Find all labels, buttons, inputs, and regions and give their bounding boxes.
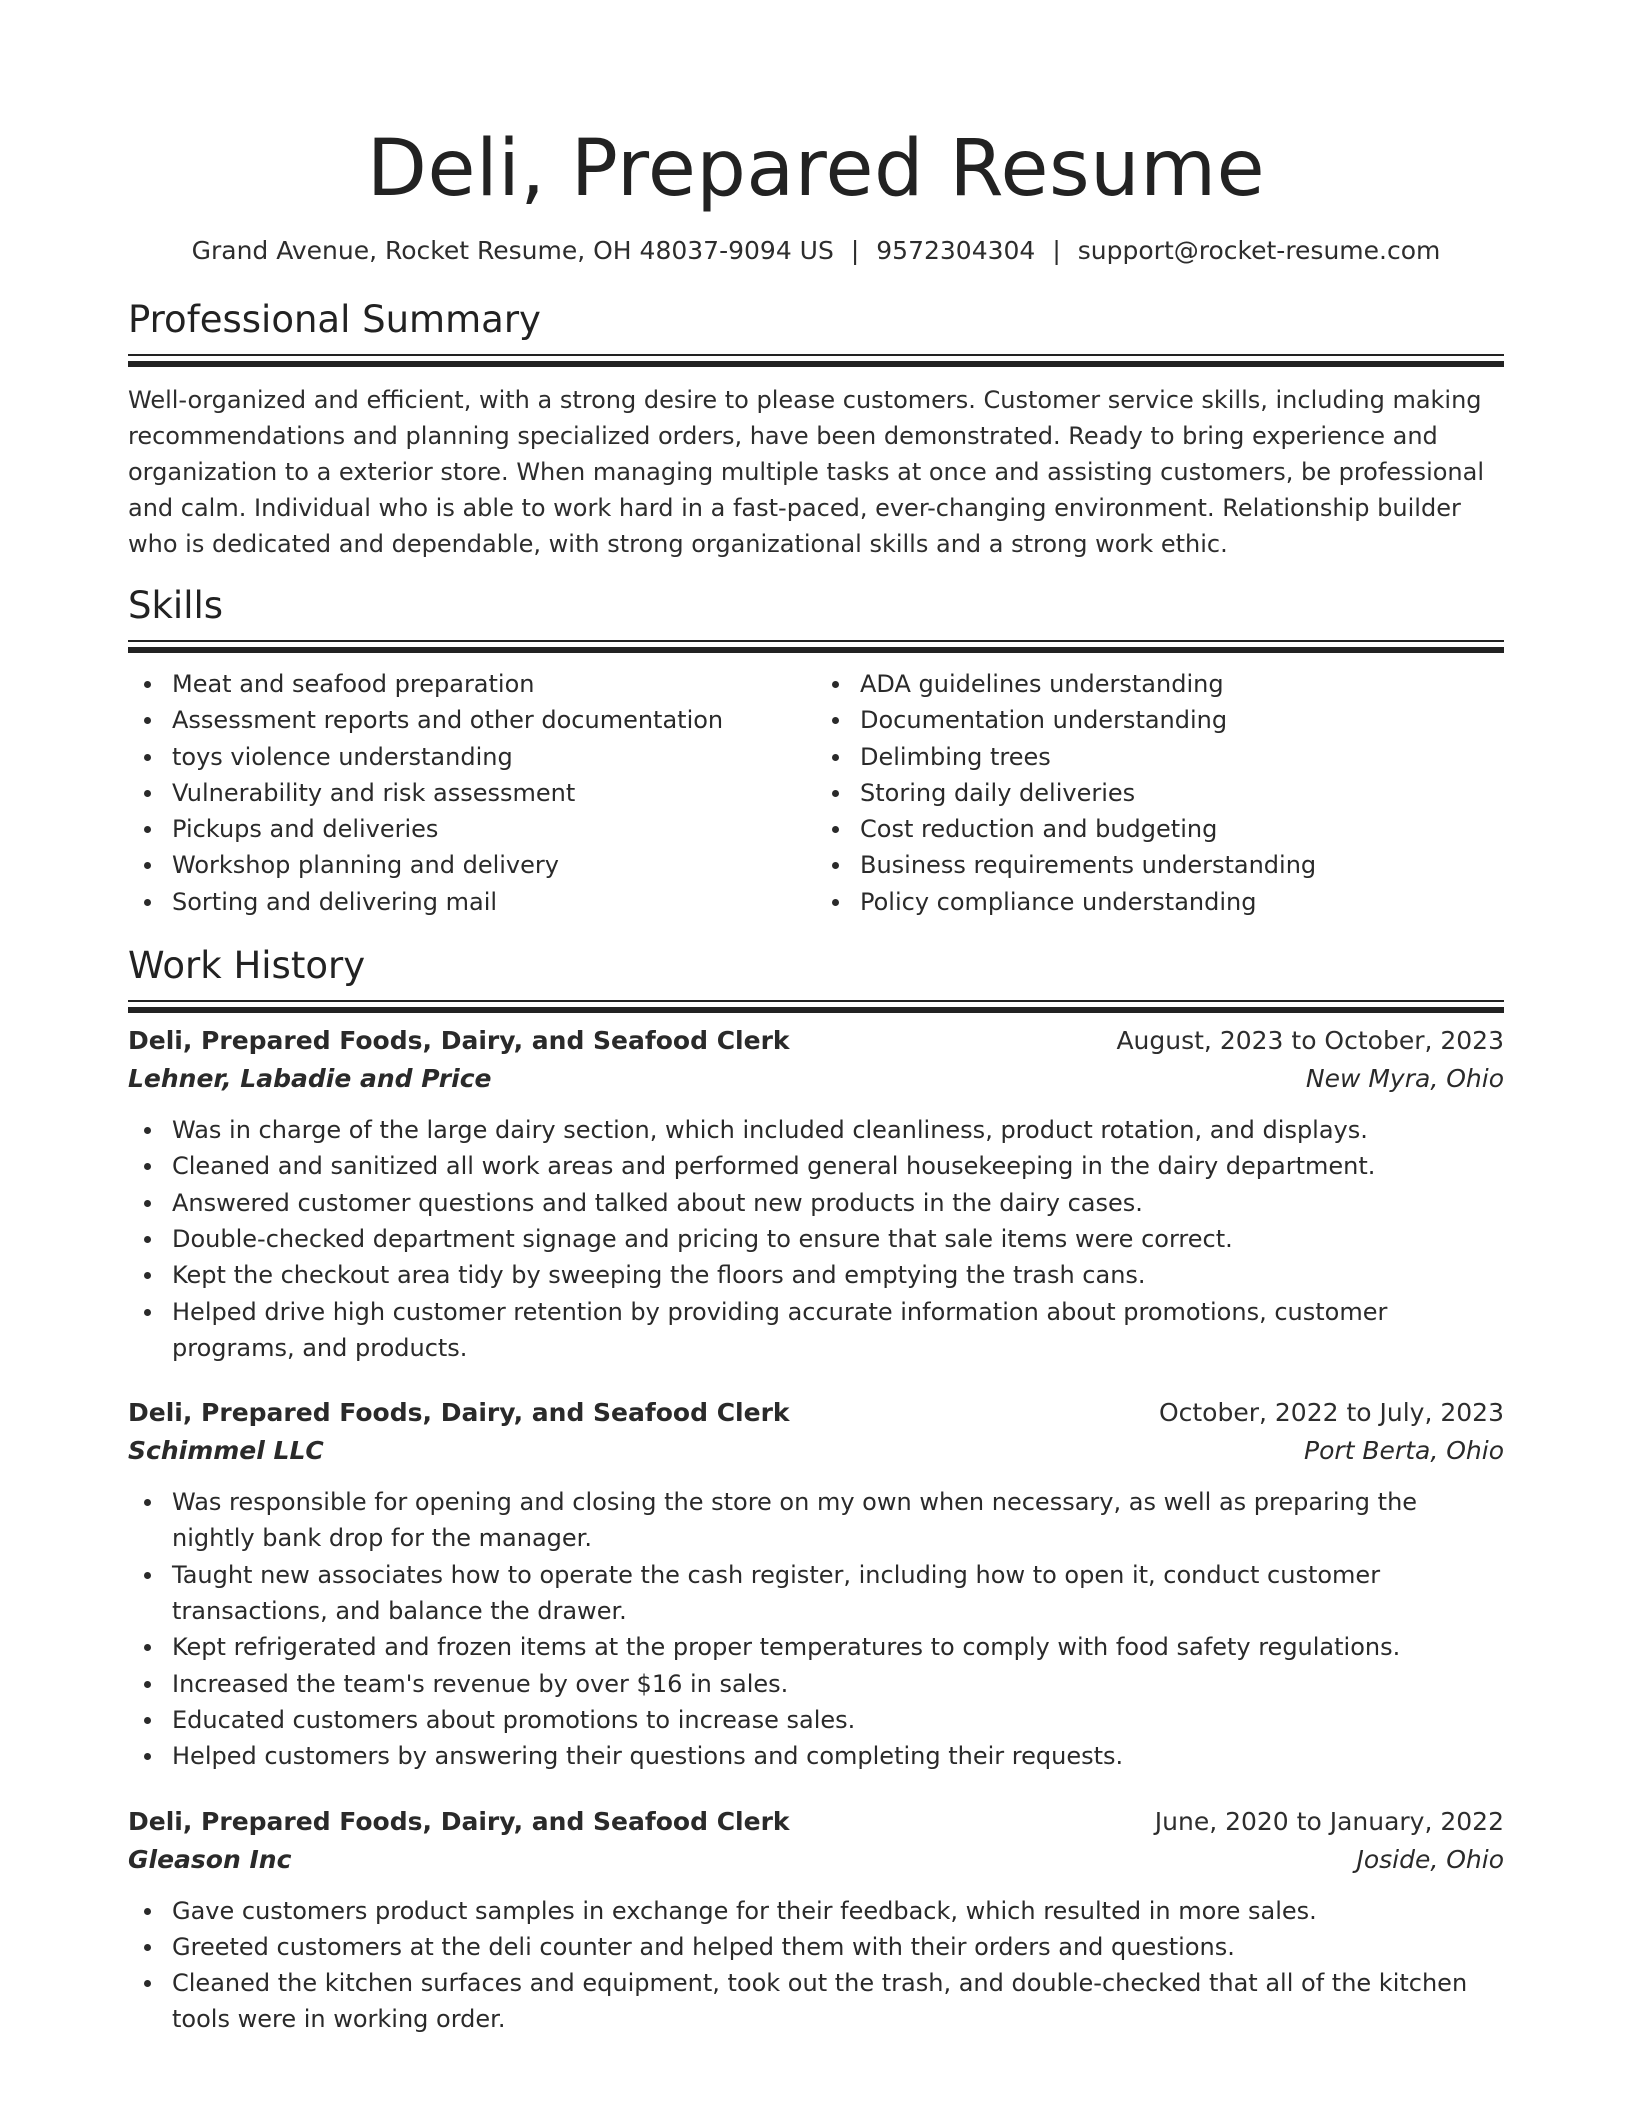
job-bullet: Kept refrigerated and frozen items at the proper temperatures to comply with food safety regulations. bbox=[172, 1629, 1504, 1665]
job-bullet: Was in charge of the large dairy section, which included cleanliness, product rotation, and displays. bbox=[172, 1112, 1504, 1148]
job-subheader bbox=[128, 1432, 1504, 1470]
job-subheader bbox=[128, 1841, 1504, 1879]
job-bullets bbox=[128, 1112, 1504, 1366]
skill-item: toys violence understanding bbox=[172, 739, 816, 775]
job-bullets bbox=[128, 1484, 1504, 1774]
section-title-work-history: Work History bbox=[128, 944, 366, 988]
job-bullet: Greeted customers at the deli counter and helped them with their orders and questions. bbox=[172, 1929, 1504, 1965]
contact-address: Grand Avenue, Rocket Resume, OH 48037-9094 US bbox=[191, 236, 834, 265]
job-bullet: Kept the checkout area tidy by sweeping the floors and emptying the trash cans. bbox=[172, 1257, 1504, 1293]
job-bullet: Gave customers product samples in exchange for their feedback, which resulted in more sales. bbox=[172, 1893, 1504, 1929]
job-title: Deli, Prepared Foods, Dairy, and Seafood Clerk bbox=[128, 1806, 790, 1836]
job-header bbox=[128, 1022, 1504, 1060]
skill-item: Storing daily deliveries bbox=[860, 775, 1504, 811]
skills-section bbox=[128, 582, 1504, 920]
skills-list-left bbox=[128, 666, 816, 920]
job-bullet: Helped customers by answering their questions and completing their requests. bbox=[172, 1738, 1504, 1774]
contact-separator: | bbox=[1052, 236, 1061, 265]
skills-list-right bbox=[816, 666, 1504, 920]
skill-item: ADA guidelines understanding bbox=[860, 666, 1504, 702]
job-entry bbox=[128, 1803, 1504, 2038]
section-divider bbox=[128, 1000, 1504, 1014]
skill-item: Pickups and deliveries bbox=[172, 811, 816, 847]
section-divider bbox=[128, 640, 1504, 654]
skill-item: Delimbing trees bbox=[860, 739, 1504, 775]
resume-name: Deli, Prepared Resume bbox=[366, 124, 1266, 214]
job-company: Schimmel LLC bbox=[128, 1436, 324, 1466]
skill-item: Policy compliance understanding bbox=[860, 884, 1504, 920]
skill-item: Assessment reports and other documentation bbox=[172, 702, 816, 738]
job-bullet: Helped drive high customer retention by providing accurate information about promotions, customer programs, and products. bbox=[172, 1294, 1504, 1367]
resume-page bbox=[128, 0, 1504, 2038]
skill-item: Vulnerability and risk assessment bbox=[172, 775, 816, 811]
job-entry bbox=[128, 1394, 1504, 1774]
section-title-skills: Skills bbox=[128, 584, 224, 627]
job-title: Deli, Prepared Foods, Dairy, and Seafood Clerk bbox=[128, 1398, 790, 1428]
job-company: Lehner, Labadie and Price bbox=[128, 1064, 492, 1094]
job-title: Deli, Prepared Foods, Dairy, and Seafood Clerk bbox=[128, 1026, 790, 1056]
section-divider bbox=[128, 354, 1504, 368]
job-bullet: Increased the team's revenue by over $16 in sales. bbox=[172, 1666, 1504, 1702]
summary-section bbox=[128, 296, 1504, 562]
job-dates: August, 2023 to October, 2023 bbox=[1116, 1026, 1504, 1056]
contact-line bbox=[128, 234, 1504, 268]
job-subheader bbox=[128, 1060, 1504, 1098]
job-location: Port Berta, Ohio bbox=[1304, 1436, 1504, 1466]
job-bullets bbox=[128, 1893, 1504, 2038]
job-bullet: Cleaned the kitchen surfaces and equipment, took out the trash, and double-checked that all of the kitchen tools were in working order. bbox=[172, 1965, 1504, 2038]
job-bullet: Was responsible for opening and closing the store on my own when necessary, as well as preparing the nightly bank drop for the manager. bbox=[172, 1484, 1504, 1557]
skill-item: Documentation understanding bbox=[860, 702, 1504, 738]
contact-separator: | bbox=[850, 236, 860, 265]
job-company: Gleason Inc bbox=[128, 1844, 292, 1874]
job-bullet: Educated customers about promotions to increase sales. bbox=[172, 1702, 1504, 1738]
skill-item: Workshop planning and delivery bbox=[172, 847, 816, 883]
job-header bbox=[128, 1803, 1504, 1841]
job-dates: June, 2020 to January, 2022 bbox=[1154, 1806, 1504, 1836]
job-header bbox=[128, 1394, 1504, 1432]
skill-item: Cost reduction and budgeting bbox=[860, 811, 1504, 847]
job-entry bbox=[128, 1022, 1504, 1366]
skill-item: Meat and seafood preparation bbox=[172, 666, 816, 702]
job-location: Joside, Ohio bbox=[1356, 1844, 1504, 1874]
job-dates: October, 2022 to July, 2023 bbox=[1158, 1398, 1504, 1428]
job-bullet: Answered customer questions and talked about new products in the dairy cases. bbox=[172, 1185, 1504, 1221]
skills-columns bbox=[128, 666, 1504, 920]
contact-email[interactable]: support@rocket-resume.com bbox=[1077, 236, 1441, 265]
skill-item: Sorting and delivering mail bbox=[172, 884, 816, 920]
job-bullet: Taught new associates how to operate the cash register, including how to open it, conduct customer transactions, and balance the drawer. bbox=[172, 1557, 1504, 1630]
work-history-section bbox=[128, 942, 1504, 2038]
section-title-summary: Professional Summary bbox=[128, 298, 541, 341]
summary-text: Well-organized and efficient, with a strong desire to please customers. Customer service skills, including making recommendations and planning specialized orders, have been demonstrated. Ready to bring experience and organization to a exterior store. When managing multiple tasks at once and assisting customers, be professional and calm. Individual who is able to work hard in a fast-paced, ever-changing environment. Relationship builder who is dedicated and dependable, with strong organizational skills and a strong work ethic. bbox=[128, 386, 1484, 558]
contact-phone: 9572304304 bbox=[876, 236, 1036, 265]
skill-item: Business requirements understanding bbox=[860, 847, 1504, 883]
job-bullet: Double-checked department signage and pricing to ensure that sale items were correct. bbox=[172, 1221, 1504, 1257]
job-location: New Myra, Ohio bbox=[1305, 1064, 1504, 1094]
job-bullet: Cleaned and sanitized all work areas and performed general housekeeping in the dairy department. bbox=[172, 1148, 1504, 1184]
